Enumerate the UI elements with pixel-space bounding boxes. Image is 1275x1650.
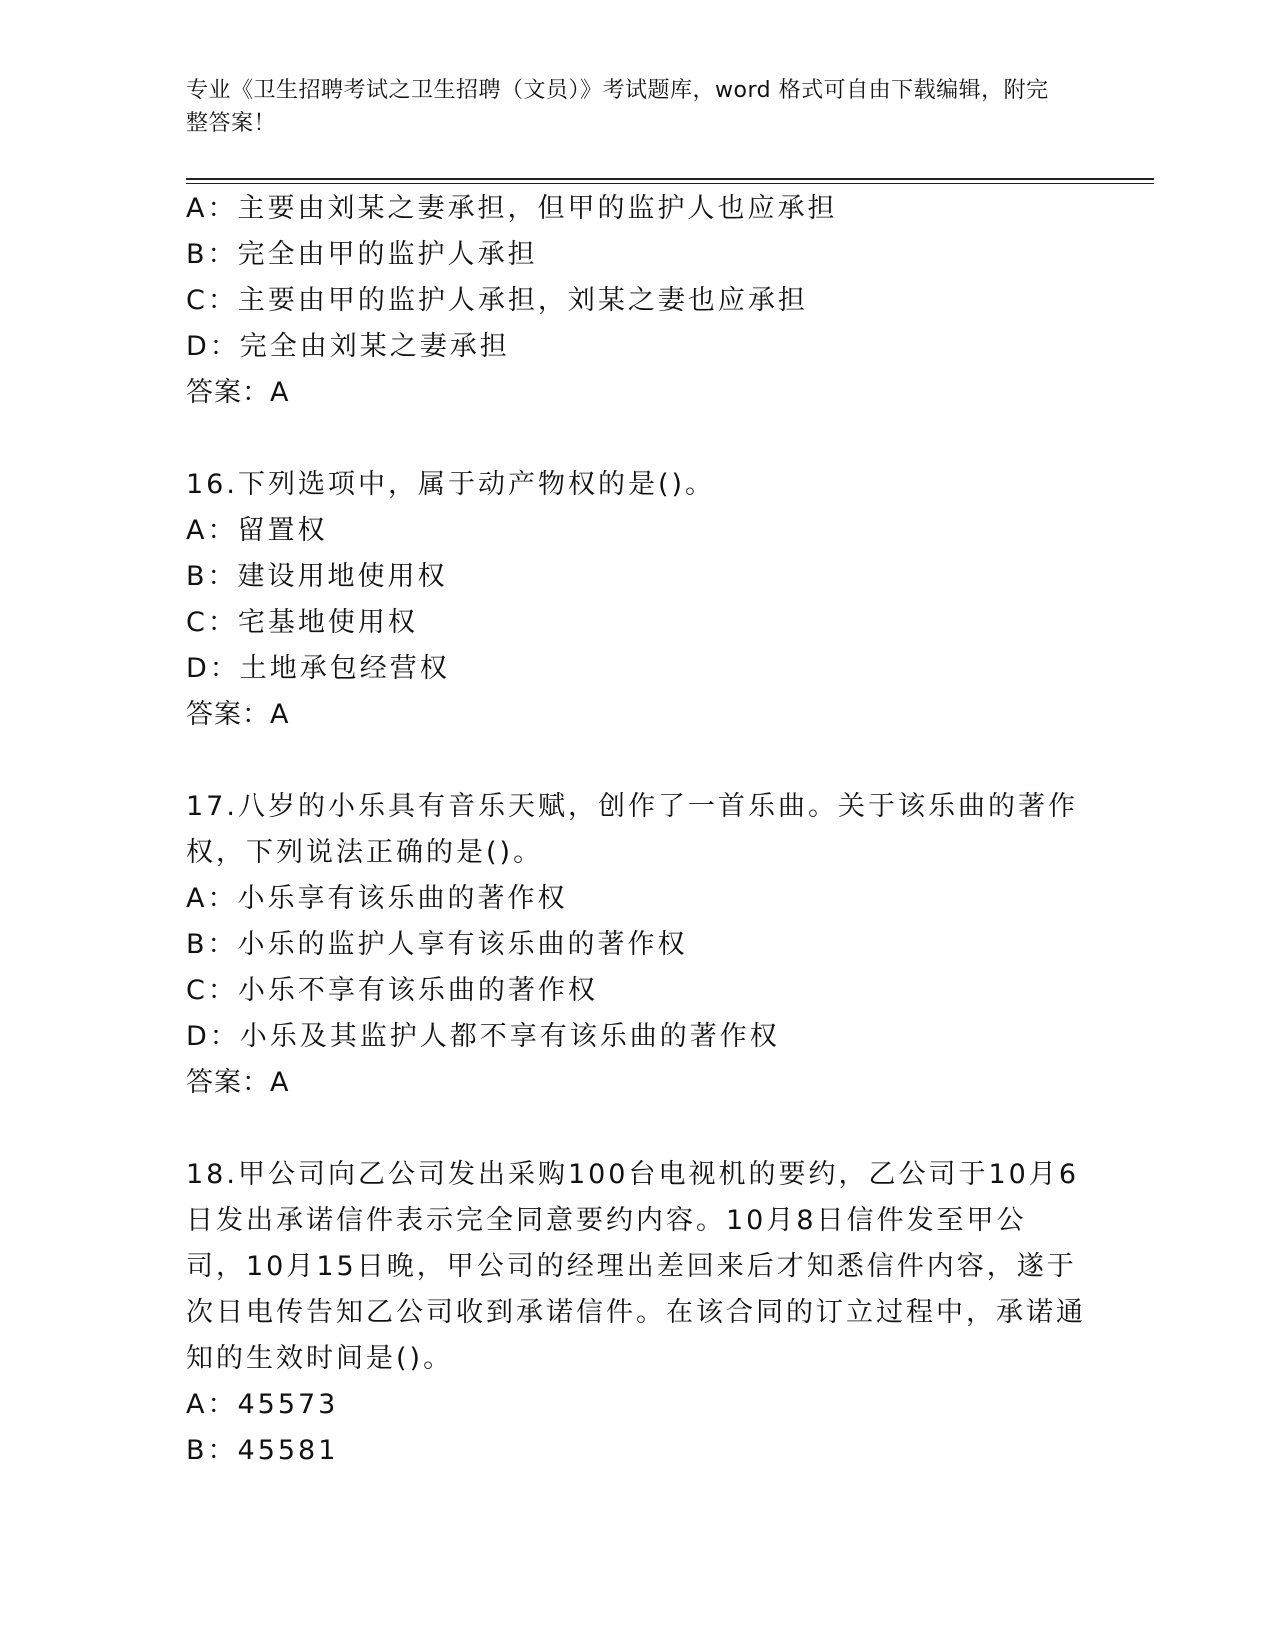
q16-option-b: B：建设用地使用权 [186, 561, 448, 592]
q15-option-c: C：主要由甲的监护人承担，刘某之妻也应承担 [186, 285, 808, 316]
q15-option-b: B：完全由甲的监护人承担 [186, 239, 538, 270]
question-17-block [186, 784, 1086, 1106]
question-15-block [186, 186, 1086, 416]
q15-answer: 答案：A [186, 377, 290, 408]
q17-option-d: D：小乐及其监护人都不享有该乐曲的著作权 [186, 1021, 780, 1052]
q16-question: 16.下列选项中，属于动产物权的是()。 [186, 469, 716, 500]
q16-option-c: C：宅基地使用权 [186, 607, 418, 638]
q18-option-b: B：45581 [186, 1435, 339, 1466]
q17-answer: 答案：A [186, 1067, 290, 1098]
q18-question: 18.甲公司向乙公司发出采购100台电视机的要约，乙公司于10月6日发出承诺信件表示完全同意要约内容。10月8日信件发至甲公司，10月15日晚，甲公司的经理出差回来后才知悉信件内容，遂于次日电传告知乙公司收到承诺信件。在该合同的订立过程中，承诺通知的生效时间是()。 [186, 1159, 1086, 1374]
question-content [186, 186, 1086, 1474]
q18-option-a: A：45573 [186, 1389, 339, 1420]
q15-option-d: D：完全由刘某之妻承担 [186, 331, 510, 362]
q17-question: 17.八岁的小乐具有音乐天赋，创作了一首乐曲。关于该乐曲的著作权，下列说法正确的是()。 [186, 791, 1078, 868]
q16-answer: 答案：A [186, 699, 290, 730]
header-divider-thick [186, 178, 1154, 180]
q17-option-a: A：小乐享有该乐曲的著作权 [186, 883, 568, 914]
q15-option-a: A：主要由刘某之妻承担，但甲的监护人也应承担 [186, 193, 838, 224]
question-18-block [186, 1152, 1086, 1474]
q17-option-c: C：小乐不享有该乐曲的著作权 [186, 975, 598, 1006]
q16-option-a: A：留置权 [186, 515, 328, 546]
header-divider-thin [186, 183, 1154, 184]
question-16-block [186, 462, 1086, 738]
q17-option-b: B：小乐的监护人享有该乐曲的著作权 [186, 929, 688, 960]
q16-option-d: D：土地承包经营权 [186, 653, 450, 684]
document-header: 专业《卫生招聘考试之卫生招聘（文员）》考试题库，word 格式可自由下载编辑，附完整答案！ [186, 78, 1049, 136]
